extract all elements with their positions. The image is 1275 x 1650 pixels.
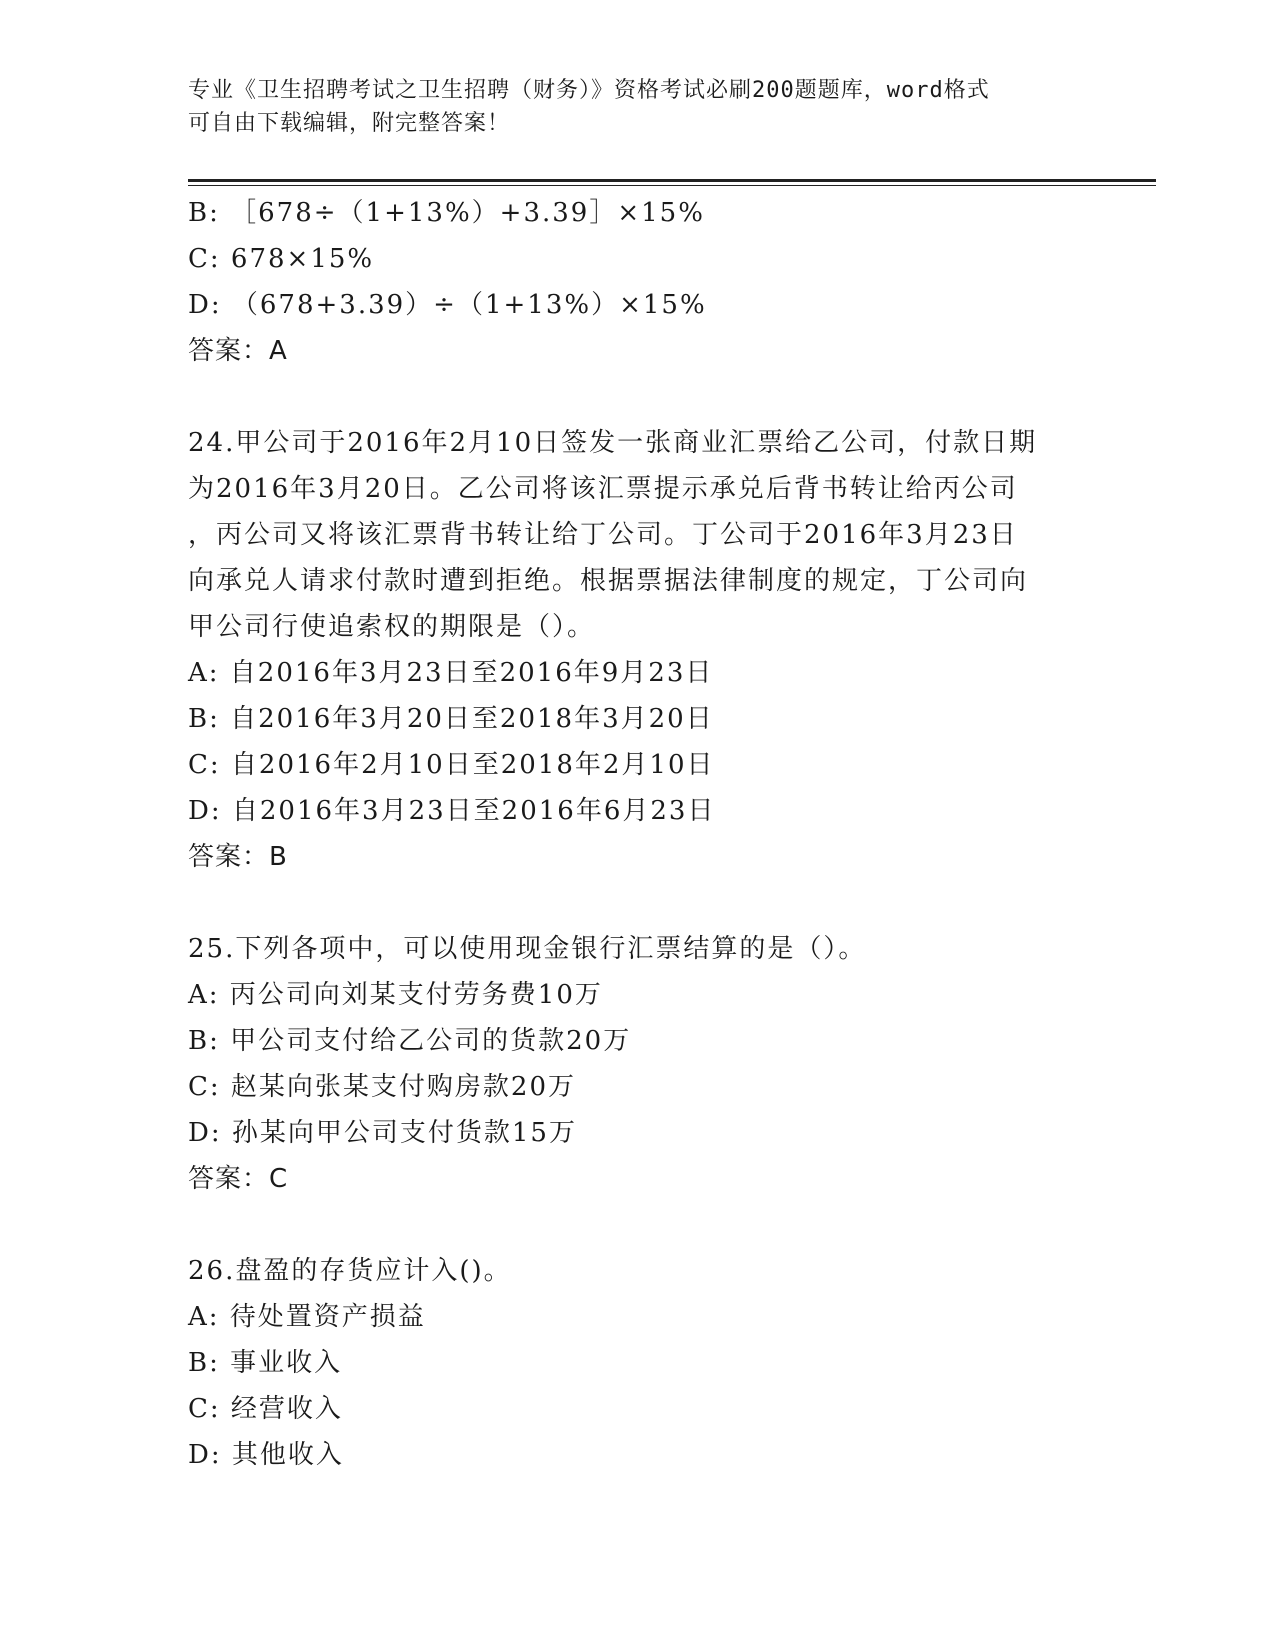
spacer [188,1202,1088,1248]
question-25 [188,926,1088,1202]
option-d: D: （678+3.39）÷（1+13%）×15% [188,290,707,320]
spacer [188,374,1088,420]
option-a: A: 丙公司向刘某支付劳务费10万 [188,980,603,1010]
option-c: C: 自2016年2月10日至2018年2月10日 [188,750,715,780]
answer-label: 答案：B [188,842,288,872]
option-b: B: ［678÷（1+13%）+3.39］×15% [188,198,705,228]
question-23 [188,190,1088,374]
option-b: B: 甲公司支付给乙公司的货款20万 [188,1026,632,1056]
answer-label: 答案：C [188,1164,289,1194]
question-24 [188,420,1088,880]
answer-label: 答案：A [188,336,288,366]
question-stem-line: ，丙公司又将该汇票背书转让给丁公司。丁公司于2016年3月23日 [188,520,1018,550]
option-b: B: 事业收入 [188,1348,343,1378]
question-26 [188,1248,1088,1478]
header-title-line-1: 专业《卫生招聘考试之卫生招聘（财务）》资格考试必刷200题题库，word格式 [188,78,990,103]
question-stem-line: 25.下列各项中，可以使用现金银行汇票结算的是（）。 [188,934,867,964]
header-title-line-2: 可自由下载编辑，附完整答案！ [188,111,511,136]
option-a: A: 待处置资产损益 [188,1302,426,1332]
spacer [188,880,1088,926]
question-stem-line: 24.甲公司于2016年2月10日签发一张商业汇票给乙公司，付款日期 [188,428,1038,458]
header-divider-thick [188,179,1156,182]
option-c: C: 678×15% [188,244,375,274]
question-stem-line: 向承兑人请求付款时遭到拒绝。根据票据法律制度的规定，丁公司向 [188,566,1029,596]
question-content [188,190,1088,1478]
option-c: C: 赵某向张某支付购房款20万 [188,1072,577,1102]
question-stem-line: 26.盘盈的存货应计入()。 [188,1256,512,1286]
header-divider-thin [188,185,1156,186]
option-d: D: 自2016年3月23日至2016年6月23日 [188,796,716,826]
question-stem-line: 为2016年3月20日。乙公司将该汇票提示承兑后背书转让给丙公司 [188,474,1018,504]
option-d: D: 孙某向甲公司支付货款15万 [188,1118,577,1148]
option-a: A: 自2016年3月23日至2016年9月23日 [188,658,714,688]
document-header [188,74,1088,140]
option-d: D: 其他收入 [188,1440,344,1470]
option-b: B: 自2016年3月20日至2018年3月20日 [188,704,714,734]
option-c: C: 经营收入 [188,1394,343,1424]
question-stem-line: 甲公司行使追索权的期限是（）。 [188,612,596,642]
